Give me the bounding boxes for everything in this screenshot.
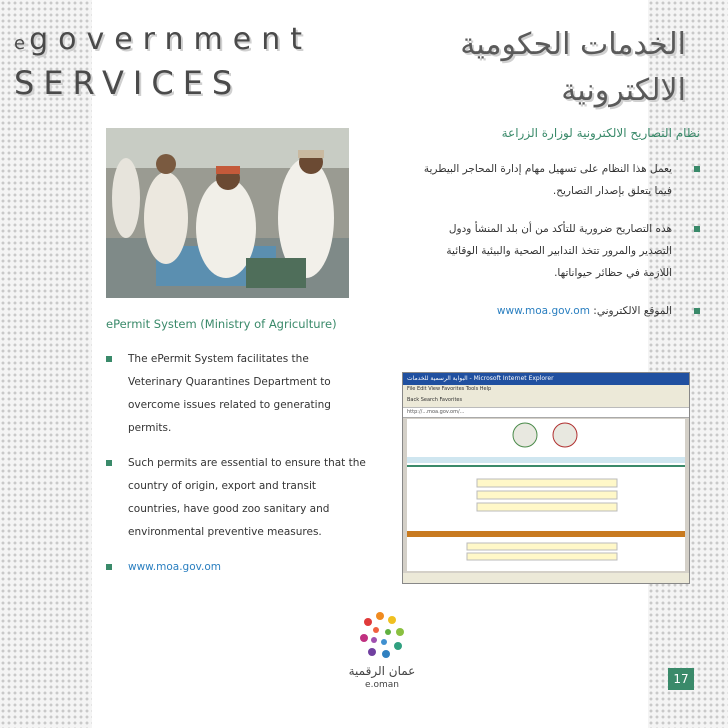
header-arabic-line2: الالكترونية (561, 73, 686, 108)
english-item-3 (106, 556, 366, 579)
header-arabic (460, 22, 686, 114)
bullet-square-icon (694, 166, 700, 172)
english-list (106, 348, 366, 591)
header-word-government: government (29, 22, 312, 57)
market-photo (106, 128, 349, 298)
arabic-item-2 (418, 218, 700, 284)
screenshot-form-illustration (407, 419, 685, 571)
screenshot-address-bar: http://...moa.gov.om/... (403, 408, 689, 418)
photo-illustration (106, 128, 349, 298)
screenshot-status-bar (403, 573, 689, 583)
eoman-logo (354, 608, 410, 664)
arabic-item-text: هذه التصاريح ضرورية للتأكد من أن بلد المنشأ ودول التصدير والمرور تتخذ التدابير الصحية والبيئية الوقائية اللازمة في حظائر حيواناتها. (446, 223, 672, 279)
screenshot-toolbar: Back Search Favorites (403, 394, 689, 408)
english-item-text: The ePermit System facilitates the Veterinary Quarantines Department to overcome issues related to generating permits. (128, 353, 331, 434)
logo-english-text: e.oman (365, 680, 399, 690)
screenshot-menu-bar: File Edit View Favorites Tools Help (403, 385, 689, 394)
english-website-link[interactable]: www.moa.gov.om (128, 561, 222, 573)
arabic-item-1 (418, 158, 700, 202)
arabic-item-3 (418, 300, 700, 322)
header-prefix: e (14, 33, 30, 54)
eoman-logo-icon (354, 608, 410, 664)
arabic-item-text: يعمل هذا النظام على تسهيل مهام إدارة المحاجر البيطرية فيما يتعلق بإصدار التصاريح. (423, 163, 672, 197)
english-heading: ePermit System (Ministry of Agriculture) (106, 317, 337, 331)
bullet-square-icon (694, 308, 700, 314)
arabic-website-link[interactable]: www.moa.gov.om (496, 305, 590, 317)
header-title-line2: SERVICES (14, 64, 242, 102)
arabic-heading: نظام التصاريح الالكترونية لوزارة الزراعة (501, 126, 700, 140)
arabic-website-label: الموقع الالكتروني: (593, 305, 672, 317)
bullet-square-icon (694, 226, 700, 232)
logo-arabic-text: عمان الرقمية (348, 664, 416, 678)
english-item-2 (106, 452, 366, 544)
browser-screenshot (402, 372, 690, 584)
header-title-line1 (14, 22, 312, 57)
screenshot-title-bar: البوابة الرسمية للخدمات - Microsoft Internet Explorer (403, 373, 689, 385)
arabic-list (418, 158, 700, 338)
english-item-1 (106, 348, 366, 440)
page-number: 17 (668, 668, 694, 690)
header-arabic-line1: الخدمات الحكومية (460, 27, 686, 62)
bullet-square-icon (106, 356, 112, 362)
bullet-square-icon (106, 460, 112, 466)
english-item-text: Such permits are essential to ensure that the country of origin, export and transit countries, have good zoo sanitary and environmental preventive measures. (128, 457, 366, 538)
bullet-square-icon (106, 564, 112, 570)
dotted-margin-left (0, 0, 92, 728)
screenshot-form-area (407, 419, 685, 571)
